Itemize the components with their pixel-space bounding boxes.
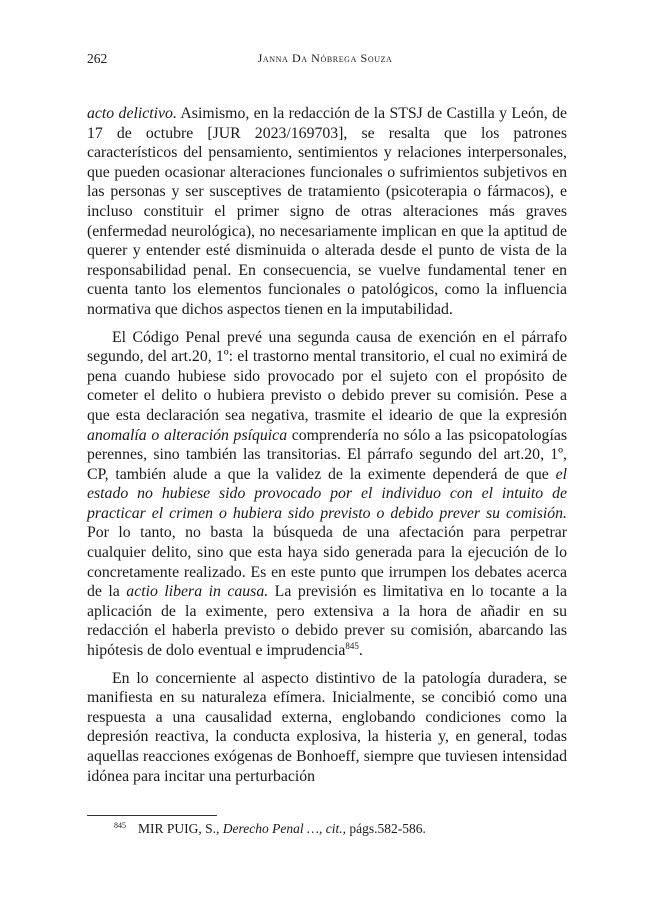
footnote-pages: págs.582-586. xyxy=(345,821,426,836)
paragraph-text: Por lo tanto, no basta la búsqueda de una afectación para perpetrar cualquier delito, sino que esta haya sido generada para la ejecución de lo concretamente realizado. Es en este punto que irrumpen los debates acerca de la xyxy=(87,524,567,601)
footnote-reference[interactable]: 845 xyxy=(345,641,359,652)
paragraph-text: La previsión es limitativa en lo tocante a la aplicación de la eximente, pero extensiva a la hora de añadir en su redacción el haberla previsto o debido prever su comisión, abarcando las hipótesis de dolo eventual e imprudencia xyxy=(87,583,567,660)
italic-phrase: acto delictivo. xyxy=(87,105,177,122)
italic-phrase: anomalía o alteración psíquica xyxy=(87,426,288,444)
page-number: 262 xyxy=(87,51,108,66)
italic-phrase: actio libera in causa. xyxy=(126,583,269,601)
paragraph-text: Asimismo, en la redacción de la STSJ de Castilla y León, de 17 de octubre [JUR 2023/169703], se resalta que los patrones característicos del pensamiento, sentimientos y relaciones interpersonales, que pueden ocasionar alteraciones funcionales o sufrimientos subjetivos en las personas y ser susceptives de tratamiento (psicoterapia o fármacos), e incluso constituir el primer signo de otras alteraciones más graves (enfermedad neurológica), no necesariamente implican en que la aptitud de querer y entender esté disminuida o alterada desde el punto de vista de la responsabilidad penal. En consecuencia, se vuelve fundamental tener en cuenta tanto los elementos funcionales o patológicos, como la influencia normativa que dichos aspectos tienen en la imputabilidad. xyxy=(87,105,567,318)
paragraph-text: comprendería no sólo a las psicopatologías perennes, sino también las transitorias. El párrafo segundo del art.20, 1º, CP, también alude a que la validez de la eximente dependerá de que xyxy=(87,426,567,483)
footnote-divider xyxy=(87,815,217,816)
paragraph-text: En lo concerniente al aspecto distintivo de la patología duradera, se manifiesta en su naturaleza efímera. Inicialmente, se concibió como una respuesta a una causalidad externa, englobando condiciones como la depresión reactiva, la conducta explosiva, la histeria y, en general, todas aquellas reacciones exógenas de Bonhoeff, siempre que tuviesen intensidad idónea para incitar una perturbación xyxy=(87,669,567,785)
italic-quote: el estado no hubiese sido provocado por el individuo con el intuito de practicar el crimen o hubiera sido previsto o debido prever su comisión. xyxy=(87,465,567,522)
footnote xyxy=(114,821,564,837)
paragraph-3 xyxy=(87,669,567,787)
paragraph-2 xyxy=(87,328,567,661)
paragraph-text: . xyxy=(358,642,363,660)
paragraph-1 xyxy=(87,104,567,320)
running-head: Janna Da Nóbrega Souza xyxy=(257,51,393,65)
footnote-title: Derecho Penal …, cit., xyxy=(222,821,346,836)
body-text xyxy=(87,104,567,786)
paragraph-text: El Código Penal prevé una segunda causa de exención en el párrafo segundo, del art.20, 1º: el trastorno mental transitorio, el cual no eximirá de pena cuando hubiese sido provocado por el sujeto con el propósito de cometer el delito o hubiera previsto o debido prever su comisión. Pese a que esta declaración sea negativa, trasmite el ideario de que la expresión xyxy=(87,328,567,424)
footnote-number: 845 xyxy=(114,821,126,830)
footnote-author: MIR PUIG, S., xyxy=(138,821,223,836)
